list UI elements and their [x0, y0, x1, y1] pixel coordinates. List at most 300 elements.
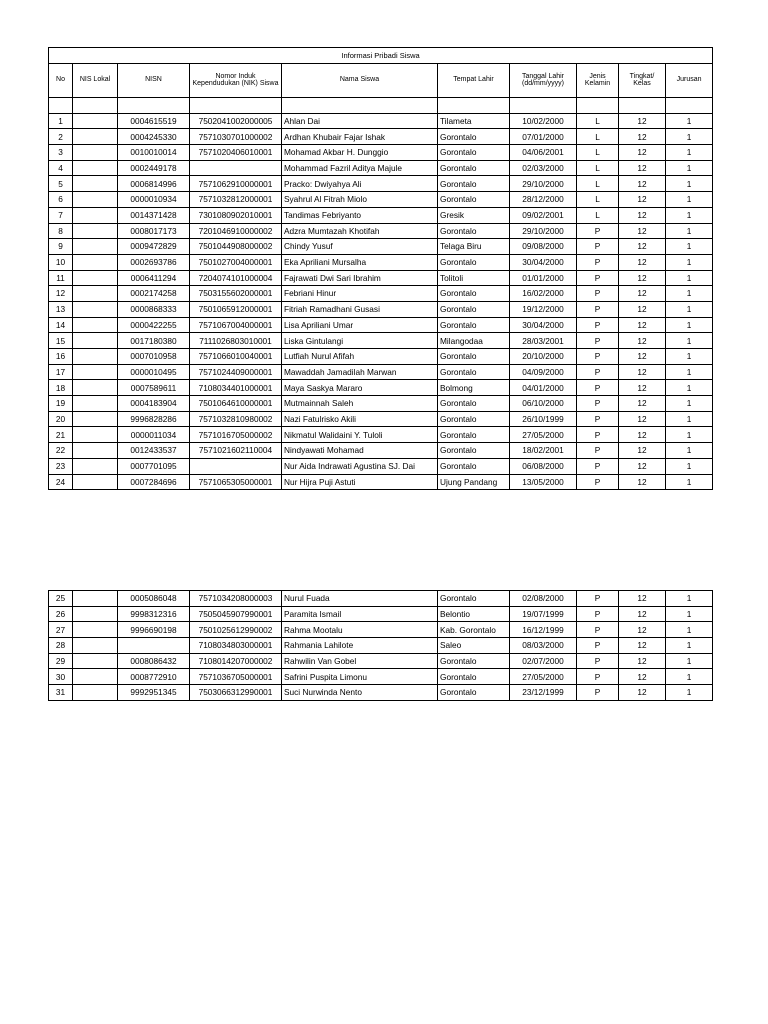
cell-nisn: 0000010495 — [118, 364, 190, 380]
cell-tingkat-kelas: 12 — [619, 349, 666, 365]
cell-nisn: 0005086048 — [118, 591, 190, 607]
cell-jenis-kelamin: P — [577, 270, 619, 286]
cell-jenis-kelamin: P — [577, 317, 619, 333]
header-jenis-kelamin: Jenis Kelamin — [577, 63, 619, 97]
blank-row — [49, 97, 713, 113]
cell-jurusan: 1 — [666, 606, 713, 622]
cell-tingkat-kelas: 12 — [619, 301, 666, 317]
cell-nisn: 0007589611 — [118, 380, 190, 396]
cell-tanggal-lahir: 04/06/2001 — [510, 145, 577, 161]
cell-tingkat-kelas: 12 — [619, 396, 666, 412]
cell-no: 31 — [49, 685, 73, 701]
cell-jenis-kelamin: P — [577, 622, 619, 638]
cell-no: 6 — [49, 192, 73, 208]
cell-nis-lokal — [73, 380, 118, 396]
cell-jenis-kelamin: P — [577, 606, 619, 622]
cell-nisn: 0002174258 — [118, 286, 190, 302]
cell-jurusan: 1 — [666, 396, 713, 412]
cell-jurusan: 1 — [666, 223, 713, 239]
cell-jenis-kelamin: P — [577, 239, 619, 255]
cell-tanggal-lahir: 16/02/2000 — [510, 286, 577, 302]
table-row — [49, 653, 713, 669]
cell-no: 26 — [49, 606, 73, 622]
cell-tempat-lahir: Gorontalo — [438, 176, 510, 192]
cell-nama-siswa: Nur Aida Indrawati Agustina SJ. Dai — [282, 458, 438, 474]
cell-no: 8 — [49, 223, 73, 239]
table-row — [49, 254, 713, 270]
cell-nik: 7204074101000004 — [190, 270, 282, 286]
table-row — [49, 145, 713, 161]
cell-nis-lokal — [73, 396, 118, 412]
cell-tempat-lahir: Gorontalo — [438, 411, 510, 427]
cell-jenis-kelamin: P — [577, 474, 619, 490]
cell-jurusan: 1 — [666, 622, 713, 638]
cell-nik: 7571066010040001 — [190, 349, 282, 365]
cell-jenis-kelamin: L — [577, 160, 619, 176]
cell-no: 7 — [49, 207, 73, 223]
cell-nis-lokal — [73, 591, 118, 607]
cell-jenis-kelamin: L — [577, 113, 619, 129]
cell-tempat-lahir: Bolmong — [438, 380, 510, 396]
cell-nik: 7571020406010001 — [190, 145, 282, 161]
cell-nis-lokal — [73, 113, 118, 129]
table-row — [49, 301, 713, 317]
cell-tingkat-kelas: 12 — [619, 254, 666, 270]
cell-nisn — [118, 638, 190, 654]
cell-tanggal-lahir: 19/12/2000 — [510, 301, 577, 317]
cell-nama-siswa: Nazi Fatulrisko Akili — [282, 411, 438, 427]
cell-nama-siswa: Mawaddah Jamadilah Marwan — [282, 364, 438, 380]
cell-nik: 7501044908000002 — [190, 239, 282, 255]
cell-nisn: 0004245330 — [118, 129, 190, 145]
cell-jenis-kelamin: P — [577, 223, 619, 239]
cell-no: 17 — [49, 364, 73, 380]
cell-tanggal-lahir: 01/01/2000 — [510, 270, 577, 286]
cell-nis-lokal — [73, 160, 118, 176]
cell-tanggal-lahir: 10/02/2000 — [510, 113, 577, 129]
cell-nisn: 0010010014 — [118, 145, 190, 161]
cell-nik: 7503066312990001 — [190, 685, 282, 701]
cell-tempat-lahir: Gorontalo — [438, 301, 510, 317]
cell-jurusan: 1 — [666, 380, 713, 396]
cell-jurusan: 1 — [666, 160, 713, 176]
table-row — [49, 591, 713, 607]
cell-jurusan: 1 — [666, 458, 713, 474]
cell-jenis-kelamin: P — [577, 427, 619, 443]
cell-jurusan: 1 — [666, 317, 713, 333]
cell-no: 16 — [49, 349, 73, 365]
cell-jenis-kelamin: L — [577, 129, 619, 145]
cell-tingkat-kelas: 12 — [619, 380, 666, 396]
cell-nik: 7108014207000002 — [190, 653, 282, 669]
cell-nisn: 0014371428 — [118, 207, 190, 223]
cell-tingkat-kelas: 12 — [619, 333, 666, 349]
cell-jenis-kelamin: L — [577, 145, 619, 161]
cell-nisn: 0007010958 — [118, 349, 190, 365]
cell-tanggal-lahir: 07/01/2000 — [510, 129, 577, 145]
cell-tempat-lahir: Telaga Biru — [438, 239, 510, 255]
cell-jenis-kelamin: P — [577, 254, 619, 270]
cell-nama-siswa: Nurul Fuada — [282, 591, 438, 607]
cell-tempat-lahir: Gorontalo — [438, 443, 510, 459]
cell-nama-siswa: Liska Gintulangi — [282, 333, 438, 349]
cell-no: 20 — [49, 411, 73, 427]
cell-nisn: 0017180380 — [118, 333, 190, 349]
cell-tempat-lahir: Gorontalo — [438, 364, 510, 380]
cell-tanggal-lahir: 30/04/2000 — [510, 254, 577, 270]
cell-jenis-kelamin: P — [577, 638, 619, 654]
cell-nisn: 0000868333 — [118, 301, 190, 317]
cell-nis-lokal — [73, 286, 118, 302]
cell-jurusan: 1 — [666, 207, 713, 223]
cell-tingkat-kelas: 12 — [619, 192, 666, 208]
cell-tingkat-kelas: 12 — [619, 160, 666, 176]
cell-no: 22 — [49, 443, 73, 459]
cell-no: 5 — [49, 176, 73, 192]
cell-nama-siswa: Rahmania Lahilote — [282, 638, 438, 654]
cell-nik: 7501025612990002 — [190, 622, 282, 638]
cell-no: 4 — [49, 160, 73, 176]
cell-jurusan: 1 — [666, 427, 713, 443]
table-row — [49, 474, 713, 490]
cell-tempat-lahir: Belontio — [438, 606, 510, 622]
cell-nama-siswa: Mohamad Akbar H. Dunggio — [282, 145, 438, 161]
cell-nis-lokal — [73, 427, 118, 443]
cell-jurusan: 1 — [666, 254, 713, 270]
cell-tingkat-kelas: 12 — [619, 685, 666, 701]
cell-nama-siswa: Rahwilin Van Gobel — [282, 653, 438, 669]
cell-nama-siswa: Rahma Mootalu — [282, 622, 438, 638]
cell-nis-lokal — [73, 129, 118, 145]
cell-nik: 7571062910000001 — [190, 176, 282, 192]
cell-no: 13 — [49, 301, 73, 317]
table-row — [49, 458, 713, 474]
cell-tanggal-lahir: 28/12/2000 — [510, 192, 577, 208]
cell-nis-lokal — [73, 301, 118, 317]
cell-nis-lokal — [73, 192, 118, 208]
cell-nik: 7108034401000001 — [190, 380, 282, 396]
cell-jenis-kelamin: P — [577, 380, 619, 396]
cell-tingkat-kelas: 12 — [619, 443, 666, 459]
cell-nama-siswa: Nur Hijra Puji Astuti — [282, 474, 438, 490]
header-tingkat-kelas: Tingkat/ Kelas — [619, 63, 666, 97]
cell-nis-lokal — [73, 443, 118, 459]
cell-tingkat-kelas: 12 — [619, 207, 666, 223]
cell-jurusan: 1 — [666, 286, 713, 302]
cell-jurusan: 1 — [666, 349, 713, 365]
cell-nik: 7571024409000001 — [190, 364, 282, 380]
cell-nik: 7571032810980002 — [190, 411, 282, 427]
cell-no: 1 — [49, 113, 73, 129]
cell-nama-siswa: Ardhan Khubair Fajar Ishak — [282, 129, 438, 145]
cell-tanggal-lahir: 27/05/2000 — [510, 669, 577, 685]
cell-no: 2 — [49, 129, 73, 145]
cell-nama-siswa: Safrini Puspita Limonu — [282, 669, 438, 685]
cell-nisn: 0004615519 — [118, 113, 190, 129]
cell-nisn: 0009472829 — [118, 239, 190, 255]
cell-nik: 7503155602000001 — [190, 286, 282, 302]
cell-tingkat-kelas: 12 — [619, 591, 666, 607]
cell-tanggal-lahir: 20/10/2000 — [510, 349, 577, 365]
cell-tempat-lahir: Milangodaa — [438, 333, 510, 349]
cell-nisn: 0007701095 — [118, 458, 190, 474]
cell-tempat-lahir: Gorontalo — [438, 145, 510, 161]
cell-nisn: 0008017173 — [118, 223, 190, 239]
table-row — [49, 396, 713, 412]
cell-no: 27 — [49, 622, 73, 638]
cell-jurusan: 1 — [666, 653, 713, 669]
cell-jurusan: 1 — [666, 270, 713, 286]
cell-no: 23 — [49, 458, 73, 474]
cell-tingkat-kelas: 12 — [619, 622, 666, 638]
cell-jurusan: 1 — [666, 638, 713, 654]
cell-tempat-lahir: Gorontalo — [438, 160, 510, 176]
table-row — [49, 443, 713, 459]
cell-nis-lokal — [73, 411, 118, 427]
cell-nama-siswa: Lisa Apriliani Umar — [282, 317, 438, 333]
table-row — [49, 192, 713, 208]
cell-nik: 7501027004000001 — [190, 254, 282, 270]
cell-nama-siswa: Paramita Ismail — [282, 606, 438, 622]
cell-nik — [190, 160, 282, 176]
header-tanggal-lahir: Tanggal Lahir (dd/mm/yyyy) — [510, 63, 577, 97]
cell-tanggal-lahir: 06/10/2000 — [510, 396, 577, 412]
cell-nisn: 0008772910 — [118, 669, 190, 685]
cell-nik: 7571021602110004 — [190, 443, 282, 459]
cell-jenis-kelamin: P — [577, 591, 619, 607]
table-row — [49, 317, 713, 333]
cell-tingkat-kelas: 12 — [619, 653, 666, 669]
cell-tempat-lahir: Tolitoli — [438, 270, 510, 286]
cell-nis-lokal — [73, 685, 118, 701]
cell-nama-siswa: Nindyawati Mohamad — [282, 443, 438, 459]
cell-tanggal-lahir: 06/08/2000 — [510, 458, 577, 474]
cell-tanggal-lahir: 19/07/1999 — [510, 606, 577, 622]
cell-tanggal-lahir: 08/03/2000 — [510, 638, 577, 654]
cell-nisn: 0000422255 — [118, 317, 190, 333]
cell-jenis-kelamin: P — [577, 333, 619, 349]
cell-tingkat-kelas: 12 — [619, 113, 666, 129]
cell-jurusan: 1 — [666, 364, 713, 380]
cell-nik: 7201046910000002 — [190, 223, 282, 239]
table-row — [49, 333, 713, 349]
cell-jurusan: 1 — [666, 176, 713, 192]
cell-nisn: 9998312316 — [118, 606, 190, 622]
cell-no: 12 — [49, 286, 73, 302]
cell-tempat-lahir: Kab. Gorontalo — [438, 622, 510, 638]
cell-nama-siswa: Tandimas Febriyanto — [282, 207, 438, 223]
cell-no: 29 — [49, 653, 73, 669]
cell-nik: 7571030701000002 — [190, 129, 282, 145]
cell-no: 24 — [49, 474, 73, 490]
cell-jurusan: 1 — [666, 129, 713, 145]
table-row — [49, 349, 713, 365]
cell-nis-lokal — [73, 254, 118, 270]
cell-jenis-kelamin: P — [577, 301, 619, 317]
cell-no: 19 — [49, 396, 73, 412]
cell-tanggal-lahir: 02/08/2000 — [510, 591, 577, 607]
cell-nis-lokal — [73, 458, 118, 474]
cell-jurusan: 1 — [666, 239, 713, 255]
cell-nama-siswa: Pracko: Dwiyahya Ali — [282, 176, 438, 192]
cell-nik: 7571036705000001 — [190, 669, 282, 685]
cell-jurusan: 1 — [666, 301, 713, 317]
cell-tempat-lahir: Gorontalo — [438, 427, 510, 443]
cell-tempat-lahir: Gorontalo — [438, 254, 510, 270]
cell-nik: 7571016705000002 — [190, 427, 282, 443]
cell-no: 18 — [49, 380, 73, 396]
cell-tanggal-lahir: 26/10/1999 — [510, 411, 577, 427]
cell-tingkat-kelas: 12 — [619, 458, 666, 474]
cell-tingkat-kelas: 12 — [619, 364, 666, 380]
table-row — [49, 380, 713, 396]
table-row — [49, 638, 713, 654]
cell-nisn: 0006814996 — [118, 176, 190, 192]
cell-nis-lokal — [73, 669, 118, 685]
table-row — [49, 427, 713, 443]
cell-jenis-kelamin: P — [577, 411, 619, 427]
cell-tingkat-kelas: 12 — [619, 129, 666, 145]
cell-no: 10 — [49, 254, 73, 270]
cell-jurusan: 1 — [666, 474, 713, 490]
cell-nama-siswa: Maya Saskya Mararo — [282, 380, 438, 396]
cell-tanggal-lahir: 28/03/2001 — [510, 333, 577, 349]
cell-nik: 7571065305000001 — [190, 474, 282, 490]
cell-no: 21 — [49, 427, 73, 443]
cell-tempat-lahir: Ujung Pandang — [438, 474, 510, 490]
cell-nis-lokal — [73, 270, 118, 286]
cell-no: 25 — [49, 591, 73, 607]
cell-tempat-lahir: Tilameta — [438, 113, 510, 129]
header-no: No — [49, 63, 73, 97]
cell-nik: 7571034208000003 — [190, 591, 282, 607]
cell-jurusan: 1 — [666, 145, 713, 161]
cell-nik: 7301080902010001 — [190, 207, 282, 223]
table-row — [49, 176, 713, 192]
cell-tempat-lahir: Gorontalo — [438, 317, 510, 333]
table-body-page-2 — [49, 591, 713, 701]
cell-nis-lokal — [73, 317, 118, 333]
cell-nisn: 9992951345 — [118, 685, 190, 701]
cell-nik — [190, 458, 282, 474]
cell-tanggal-lahir: 29/10/2000 — [510, 223, 577, 239]
cell-tingkat-kelas: 12 — [619, 145, 666, 161]
cell-jurusan: 1 — [666, 669, 713, 685]
cell-no: 14 — [49, 317, 73, 333]
cell-no: 11 — [49, 270, 73, 286]
table-row — [49, 622, 713, 638]
cell-nama-siswa: Fajrawati Dwi Sari Ibrahim — [282, 270, 438, 286]
cell-nama-siswa: Fitriah Ramadhani Gusasi — [282, 301, 438, 317]
cell-jurusan: 1 — [666, 685, 713, 701]
cell-nama-siswa: Chindy Yusuf — [282, 239, 438, 255]
cell-nisn: 0000010934 — [118, 192, 190, 208]
cell-nis-lokal — [73, 364, 118, 380]
cell-no: 15 — [49, 333, 73, 349]
cell-tingkat-kelas: 12 — [619, 606, 666, 622]
cell-nis-lokal — [73, 207, 118, 223]
cell-jenis-kelamin: P — [577, 669, 619, 685]
cell-nama-siswa: Febriani Hinur — [282, 286, 438, 302]
cell-tempat-lahir: Gorontalo — [438, 685, 510, 701]
cell-tempat-lahir: Gorontalo — [438, 669, 510, 685]
cell-nama-siswa: Adzra Mumtazah Khotifah — [282, 223, 438, 239]
cell-nama-siswa: Mohammad Fazril Aditya Majule — [282, 160, 438, 176]
cell-tempat-lahir: Gresik — [438, 207, 510, 223]
table-row — [49, 411, 713, 427]
cell-jenis-kelamin: P — [577, 396, 619, 412]
cell-nis-lokal — [73, 474, 118, 490]
cell-nisn: 0002693786 — [118, 254, 190, 270]
cell-no: 28 — [49, 638, 73, 654]
student-table-page-1 — [48, 47, 713, 490]
cell-nisn: 9996690198 — [118, 622, 190, 638]
cell-tempat-lahir: Gorontalo — [438, 223, 510, 239]
cell-nisn: 0006411294 — [118, 270, 190, 286]
cell-nis-lokal — [73, 622, 118, 638]
cell-jenis-kelamin: P — [577, 443, 619, 459]
cell-jenis-kelamin: L — [577, 207, 619, 223]
cell-tingkat-kelas: 12 — [619, 474, 666, 490]
cell-jenis-kelamin: L — [577, 192, 619, 208]
cell-tanggal-lahir: 27/05/2000 — [510, 427, 577, 443]
cell-tempat-lahir: Gorontalo — [438, 286, 510, 302]
cell-jurusan: 1 — [666, 113, 713, 129]
cell-tanggal-lahir: 04/09/2000 — [510, 364, 577, 380]
table-row — [49, 207, 713, 223]
cell-tingkat-kelas: 12 — [619, 239, 666, 255]
cell-nis-lokal — [73, 606, 118, 622]
table-row — [49, 239, 713, 255]
cell-tingkat-kelas: 12 — [619, 286, 666, 302]
cell-jenis-kelamin: P — [577, 458, 619, 474]
cell-tingkat-kelas: 12 — [619, 223, 666, 239]
cell-nisn: 0008086432 — [118, 653, 190, 669]
cell-nama-siswa: Suci Nurwinda Nento — [282, 685, 438, 701]
cell-tingkat-kelas: 12 — [619, 638, 666, 654]
header-jurusan: Jurusan — [666, 63, 713, 97]
cell-nisn: 0000011034 — [118, 427, 190, 443]
table-row — [49, 160, 713, 176]
cell-nis-lokal — [73, 653, 118, 669]
header-nis-lokal: NIS Lokal — [73, 63, 118, 97]
cell-nama-siswa: Mutmainnah Saleh — [282, 396, 438, 412]
cell-nisn: 0012433537 — [118, 443, 190, 459]
cell-nik: 7501065912000001 — [190, 301, 282, 317]
cell-nis-lokal — [73, 239, 118, 255]
cell-nik: 7108034803000001 — [190, 638, 282, 654]
cell-nama-siswa: Ahlan Dai — [282, 113, 438, 129]
cell-nis-lokal — [73, 145, 118, 161]
table-row — [49, 286, 713, 302]
cell-tempat-lahir: Gorontalo — [438, 458, 510, 474]
cell-jenis-kelamin: P — [577, 364, 619, 380]
cell-nama-siswa: Lutfiah Nurul Afifah — [282, 349, 438, 365]
cell-nik: 7571032812000001 — [190, 192, 282, 208]
cell-tanggal-lahir: 02/03/2000 — [510, 160, 577, 176]
cell-jurusan: 1 — [666, 443, 713, 459]
header-nik: Nomor Induk Kependudukan (NIK) Siswa — [190, 63, 282, 97]
cell-jurusan: 1 — [666, 333, 713, 349]
cell-tingkat-kelas: 12 — [619, 176, 666, 192]
cell-tempat-lahir: Gorontalo — [438, 192, 510, 208]
cell-nis-lokal — [73, 223, 118, 239]
cell-jurusan: 1 — [666, 192, 713, 208]
cell-tanggal-lahir: 09/02/2001 — [510, 207, 577, 223]
cell-nama-siswa: Syahrul Al Fitrah Miolo — [282, 192, 438, 208]
cell-nis-lokal — [73, 638, 118, 654]
table-row — [49, 669, 713, 685]
